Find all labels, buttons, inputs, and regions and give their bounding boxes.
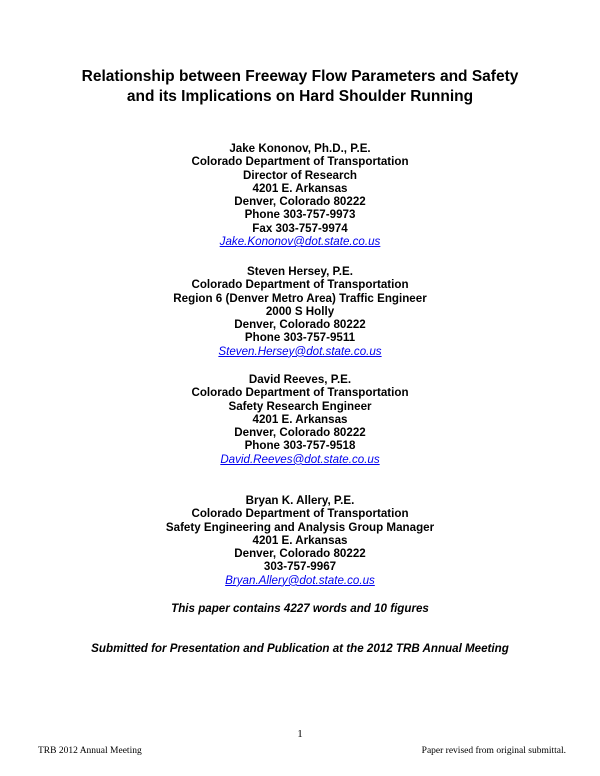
author-street: 2000 S Holly xyxy=(265,304,335,318)
author-phone: Phone 303-757-9518 xyxy=(244,439,356,453)
paper-title xyxy=(0,67,600,107)
author-fax: Fax 303-757-9974 xyxy=(252,221,348,235)
title-line-2: and its Implications on Hard Shoulder Running xyxy=(126,88,474,105)
author-block-reeves xyxy=(0,373,600,466)
author-street: 4201 E. Arkansas xyxy=(252,412,348,426)
author-organization: Colorado Department of Transportation xyxy=(191,278,409,292)
author-name: Jake Kononov, Ph.D., P.E. xyxy=(229,142,371,155)
author-city: Denver, Colorado 80222 xyxy=(234,547,366,561)
title-line-1: Relationship between Freeway Flow Parameters and Safety xyxy=(81,68,519,85)
author-position: Safety Research Engineer xyxy=(228,399,372,413)
footer-revision-note: Paper revised from original submittal. xyxy=(421,746,566,756)
author-phone: Phone 303-757-9973 xyxy=(244,208,356,222)
author-city: Denver, Colorado 80222 xyxy=(234,426,366,440)
author-city: Denver, Colorado 80222 xyxy=(234,318,366,332)
author-name: Bryan K. Allery, P.E. xyxy=(245,494,355,507)
author-phone: 303-757-9967 xyxy=(263,560,337,574)
submission-note: Submitted for Presentation and Publication at the 2012 TRB Annual Meeting xyxy=(91,642,509,655)
author-organization: Colorado Department of Transportation xyxy=(191,386,409,400)
author-block-kononov xyxy=(0,142,600,248)
author-city: Denver, Colorado 80222 xyxy=(234,195,366,209)
author-email-link[interactable]: Steven.Hersey@dot.state.co.us xyxy=(218,344,382,358)
author-position: Safety Engineering and Analysis Group Manager xyxy=(165,520,435,534)
author-block-hersey xyxy=(0,265,600,358)
author-email-link[interactable]: Bryan.Allery@dot.state.co.us xyxy=(225,573,375,587)
footer-meeting-label: TRB 2012 Annual Meeting xyxy=(38,746,142,756)
page-number: 1 xyxy=(297,728,303,740)
author-street: 4201 E. Arkansas xyxy=(252,181,348,195)
author-name: Steven Hersey, P.E. xyxy=(247,265,353,278)
author-phone: Phone 303-757-9511 xyxy=(244,331,356,345)
author-position: Director of Research xyxy=(242,168,358,182)
word-count-note: This paper contains 4227 words and 10 figures xyxy=(171,602,429,615)
author-block-allery xyxy=(0,494,600,587)
author-name: David Reeves, P.E. xyxy=(248,373,352,386)
author-email-link[interactable]: Jake.Kononov@dot.state.co.us xyxy=(219,235,381,249)
author-organization: Colorado Department of Transportation xyxy=(191,507,409,521)
author-email-link[interactable]: David.Reeves@dot.state.co.us xyxy=(220,452,380,466)
author-organization: Colorado Department of Transportation xyxy=(191,155,409,169)
author-position: Region 6 (Denver Metro Area) Traffic Engineer xyxy=(173,291,427,305)
author-street: 4201 E. Arkansas xyxy=(252,533,348,547)
